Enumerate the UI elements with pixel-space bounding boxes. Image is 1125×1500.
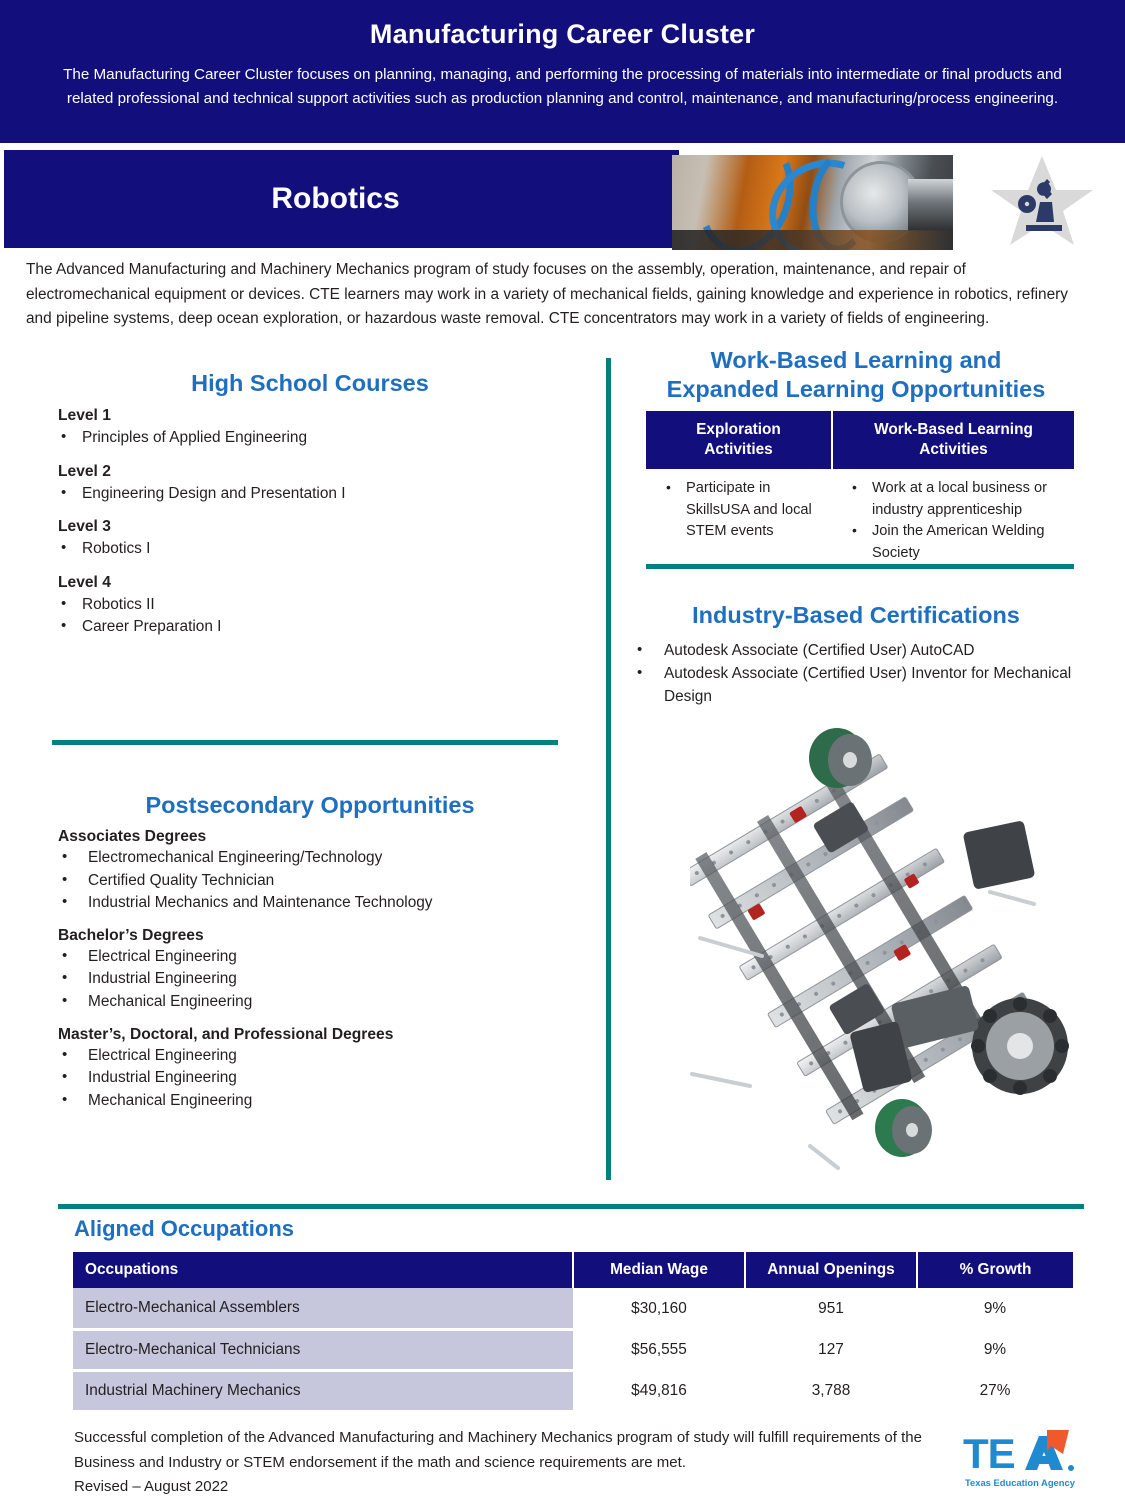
wbl-heading-line-2: Expanded Learning Opportunities: [666, 376, 1046, 402]
work-based-learning-activities-header: [832, 411, 1074, 469]
course-item: • Robotics I: [30, 538, 590, 561]
cell-occupation: Industrial Machinery Mechanics: [73, 1370, 573, 1411]
table-header-row: [73, 1252, 1073, 1288]
course-level-group: [30, 518, 590, 561]
list-item: • Join the American Welding Society: [836, 521, 1070, 564]
degree-item: • Mechanical Engineering: [30, 991, 590, 1014]
course-level-group: [30, 407, 590, 450]
cell-occupation: Electro-Mechanical Technicians: [73, 1329, 573, 1370]
exploration-activities-cell: [646, 469, 832, 570]
manufacturing-cluster-star-icon: [982, 152, 1102, 248]
footer-note: [74, 1426, 934, 1500]
table-row: [73, 1370, 1073, 1411]
degree-group: [30, 828, 590, 915]
certifications-heading: Industry-Based Certifications: [692, 602, 1020, 628]
list-item: • Work at a local business or industry apprenticeship: [836, 478, 1070, 521]
cell-annual-openings: 3,788: [745, 1370, 917, 1411]
revision-date: Revised – August 2022: [74, 1478, 229, 1495]
program-header-row: [0, 150, 1125, 250]
aligned-occupations-table: [73, 1252, 1073, 1413]
table-row: [73, 1288, 1073, 1329]
cell-annual-openings: 127: [745, 1329, 917, 1370]
degree-item: • Electrical Engineering: [30, 946, 590, 969]
high-school-courses-heading: High School Courses: [191, 370, 429, 396]
right-section-divider: [646, 564, 1074, 569]
program-title-bar: [4, 150, 679, 248]
table-header-row: [646, 411, 1074, 469]
degree-group: [30, 927, 590, 1014]
work-based-learning-section: [628, 346, 1084, 570]
career-cluster-banner: [0, 0, 1125, 143]
certification-item: • Autodesk Associate (Certified User) Inventor for Mechanical Design: [628, 662, 1084, 708]
cell-median-wage: $56,555: [573, 1329, 745, 1370]
degree-item: • Electromechanical Engineering/Technology: [30, 847, 590, 870]
course-item: • Principles of Applied Engineering: [30, 427, 590, 450]
degree-item: • Mechanical Engineering: [30, 1090, 590, 1113]
course-level-group: [30, 574, 590, 639]
degree-group: [30, 1026, 590, 1113]
course-level-group: [30, 463, 590, 506]
cluster-description: The Manufacturing Career Cluster focuses on planning, managing, and performing the processing of materials into intermediate or final products and related professional and technical support activities such as production planning and control, maintenance, and manufacturing/process engineering.: [63, 66, 1062, 107]
bottom-section-divider: [58, 1204, 1084, 1209]
high-school-courses-section: [30, 368, 590, 652]
industrial-robot-arm-photo: [672, 155, 953, 250]
cluster-title: Manufacturing Career Cluster: [369, 19, 756, 49]
column-header-annual-openings: Annual Openings: [745, 1252, 917, 1288]
course-item: • Career Preparation I: [30, 616, 590, 639]
table-row: [73, 1329, 1073, 1370]
endorsement-note: Successful completion of the Advanced Manufacturing and Machinery Mechanics program of study will fulfill requirements of the Business and Industry or STEM endorsement if the math and science requirements are met.: [74, 1429, 922, 1471]
degree-item: • Industrial Engineering: [30, 1067, 590, 1090]
cell-median-wage: $49,816: [573, 1370, 745, 1411]
degree-item: • Industrial Engineering: [30, 968, 590, 991]
course-level-label: Level 3: [58, 518, 111, 536]
work-based-learning-table: [646, 411, 1074, 570]
course-level-label: Level 4: [58, 573, 111, 591]
robot-wheel-omni: [971, 997, 1069, 1095]
robotics-competition-robot-photo: [690, 716, 1090, 1176]
degree-group-label: Associates Degrees: [58, 828, 207, 845]
postsecondary-heading: Postsecondary Opportunities: [145, 792, 475, 818]
degree-item: • Certified Quality Technician: [30, 870, 590, 893]
industry-based-certifications-section: [628, 600, 1084, 708]
column-header-growth: % Growth: [917, 1252, 1073, 1288]
table-row: [646, 469, 1074, 570]
course-item: • Robotics II: [30, 594, 590, 617]
program-title: Robotics: [271, 182, 400, 215]
cell-growth: 9%: [917, 1288, 1073, 1329]
robot-wheel-green-top: [809, 728, 872, 788]
tea-agency-logo: [963, 1428, 1085, 1490]
header-line-1: Work-Based Learning: [874, 421, 1033, 438]
cell-growth: 27%: [917, 1370, 1073, 1411]
degree-group-label: Bachelor’s Degrees: [58, 926, 204, 944]
course-level-label: Level 2: [58, 462, 111, 480]
robot-wheel-green-bottom: [875, 1099, 932, 1157]
postsecondary-opportunities-section: [30, 790, 590, 1124]
aligned-occupations-heading: Aligned Occupations: [74, 1216, 295, 1241]
column-header-median-wage: Median Wage: [573, 1252, 745, 1288]
exploration-activities-header: [646, 411, 832, 469]
wbl-heading-line-1: Work-Based Learning and: [710, 347, 1002, 373]
work-based-learning-activities-cell: [832, 469, 1074, 570]
list-item: • Participate in SkillsUSA and local STEM events: [650, 478, 828, 543]
column-header-occupations: Occupations: [73, 1252, 573, 1288]
cell-annual-openings: 951: [745, 1288, 917, 1329]
header-line-2: Activities: [919, 441, 988, 458]
tea-logo-subtext: Texas Education Agency: [965, 1477, 1075, 1488]
degree-item: • Electrical Engineering: [30, 1045, 590, 1068]
course-level-label: Level 1: [58, 407, 111, 424]
column-divider: [606, 358, 611, 1180]
left-section-divider: [52, 740, 558, 745]
certification-item: • Autodesk Associate (Certified User) AutoCAD: [628, 639, 1084, 662]
degree-group-label: Master’s, Doctoral, and Professional Degrees: [58, 1025, 394, 1043]
cell-occupation: Electro-Mechanical Assemblers: [73, 1288, 573, 1329]
cell-growth: 9%: [917, 1329, 1073, 1370]
svg-text:TE: TE: [963, 1430, 1015, 1477]
degree-item: • Industrial Mechanics and Maintenance Technology: [30, 892, 590, 915]
course-item: • Engineering Design and Presentation I: [30, 483, 590, 506]
header-line-1: Exploration: [696, 421, 781, 438]
header-line-2: Activities: [704, 441, 773, 458]
work-based-learning-heading: [628, 346, 1084, 404]
cell-median-wage: $30,160: [573, 1288, 745, 1329]
program-description: The Advanced Manufacturing and Machinery Mechanics program of study focuses on the assembly, operation, maintenance, and repair of electromechanical equipment or devices. CTE learners may work in a variety of mechanical fields, gaining knowledge and experience in robotics, refinery and pipeline systems, deep ocean exploration, or hazardous waste removal. CTE concentrators may work in a variety of fields of engineering.: [26, 261, 1068, 327]
